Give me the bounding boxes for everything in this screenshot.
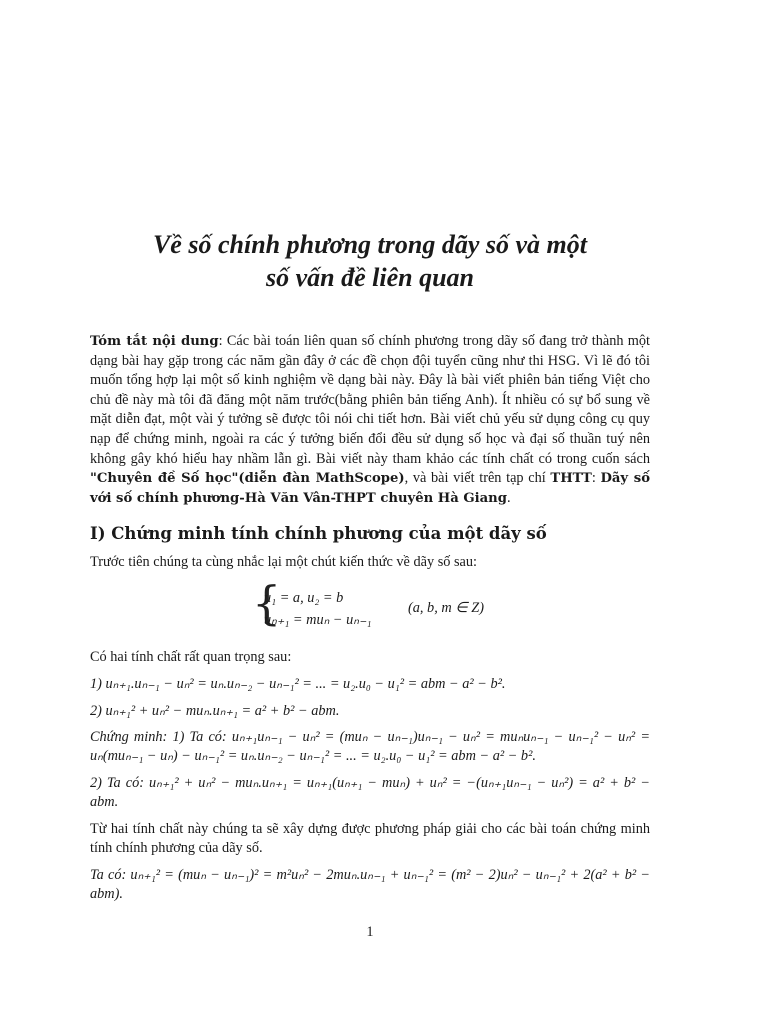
proof-part-1	[90, 728, 650, 766]
abstract-label: Tóm tắt nội dung	[90, 334, 219, 349]
system-line-2: uₙ₊₁ = muₙ − uₙ₋₁	[264, 612, 372, 628]
page-number: 1	[366, 924, 374, 940]
abstract-text-mid: , và bài viết trên tạp chí	[404, 470, 551, 487]
brace-symbol: {	[252, 576, 282, 630]
document-page	[90, 0, 650, 1024]
property-2: 2) uₙ₊₁² + uₙ² − muₙ.uₙ₊₁ = a² + b² − abm.	[90, 703, 340, 719]
journal-name: THTT	[550, 471, 592, 487]
section-heading: I) Chứng minh tính chính phương của một dãy số	[90, 524, 547, 543]
property-1: 1) uₙ₊₁.uₙ₋₁ − uₙ² = uₙ.uₙ₋₂ − uₙ₋₁² = ... = u₂.u₀ − u₁² = abm − a² − b².	[90, 676, 506, 692]
abstract-text: : Các bài toán liên quan số chính phương trong dãy số đang trở thành một dạng bài hay gặp trong các năm gần đây ở các đề chọn đội tuyển cũng như thi HSG. Vì lẽ đó tôi muốn tổng hợp lại một số kinh nghiệm về dạng bài này. Đây là bài viết phiên bản tiếng Việt cho chủ đề này mà tôi đã đăng một năm trước(bằng phiên bản tiếng Anh). Ít nhiều có sự bổ sung về mặt diễn đạt, một vài ý tưởng sẽ được tôi nói chi tiết hơn. Bài viết chủ yếu sử dụng công cụ quy nạp để chứng minh, ngoài ra các ý tưởng biến đổi đều sử dụng số học và đại số thuần tuý nên không gây khó hiểu hay nhầm lẫn gì. Bài viết này tham khảo các tính chất có trong cuốn sách	[90, 333, 651, 467]
proof-label: Chứng minh	[90, 729, 163, 745]
abstract-end: .	[507, 489, 511, 506]
recurrence-system	[252, 576, 512, 634]
recurrence-formula: Ta có: uₙ₊₁² = (muₙ − uₙ₋₁)² = m²uₙ² − 2muₙ.uₙ₋₁ + uₙ₋₁² = (m² − 2)uₙ² − uₙ₋₁² + 2(a² + b² − abm).	[90, 867, 650, 902]
proof-text: : 1) Ta có: uₙ₊₁uₙ₋₁ − uₙ² = (muₙ − uₙ₋₁)uₙ₋₁ − uₙ² = muₙuₙ₋₁ − uₙ₋₁² − uₙ² = uₙ(muₙ₋₁ − uₙ) − uₙ₋₁² = uₙ.uₙ₋₂ − uₙ₋₁² = ... = u₂.u₀ − u₁² = abm − a² − b².	[90, 729, 650, 764]
title-line-2: số vấn đề liên quan	[265, 263, 475, 292]
book-reference: "Chuyên đề Số học"(diễn đàn MathScope)	[90, 471, 405, 487]
title-line-1: Về số chính phương trong dãy số và một	[152, 230, 588, 259]
method-paragraph: Từ hai tính chất này chúng ta sẽ xây dựng được phương pháp giải cho các bài toán chứng minh tính chính phương của dãy số.	[90, 821, 650, 856]
system-condition: (a, b, m ∈ Z)	[408, 600, 484, 616]
abstract	[90, 332, 650, 508]
article-reference: Dãy số với số chính phương-Hà Văn Vân-THPT chuyên Hà Giang	[90, 471, 650, 506]
intro-paragraph: Trước tiên chúng ta cùng nhắc lại một chút kiến thức về dãy số sau:	[90, 554, 478, 570]
proof-part-2: 2) Ta có: uₙ₊₁² + uₙ² − muₙ.uₙ₊₁ = uₙ₊₁(uₙ₊₁ − muₙ) + uₙ² = −(uₙ₊₁uₙ₋₁ − uₙ²) = a² + b² − abm.	[90, 775, 650, 810]
document-title	[90, 228, 650, 294]
abstract-colon: :	[591, 470, 601, 487]
system-line-1: u₁ = a, u₂ = b	[264, 590, 344, 606]
properties-intro: Có hai tính chất rất quan trọng sau:	[90, 649, 292, 665]
